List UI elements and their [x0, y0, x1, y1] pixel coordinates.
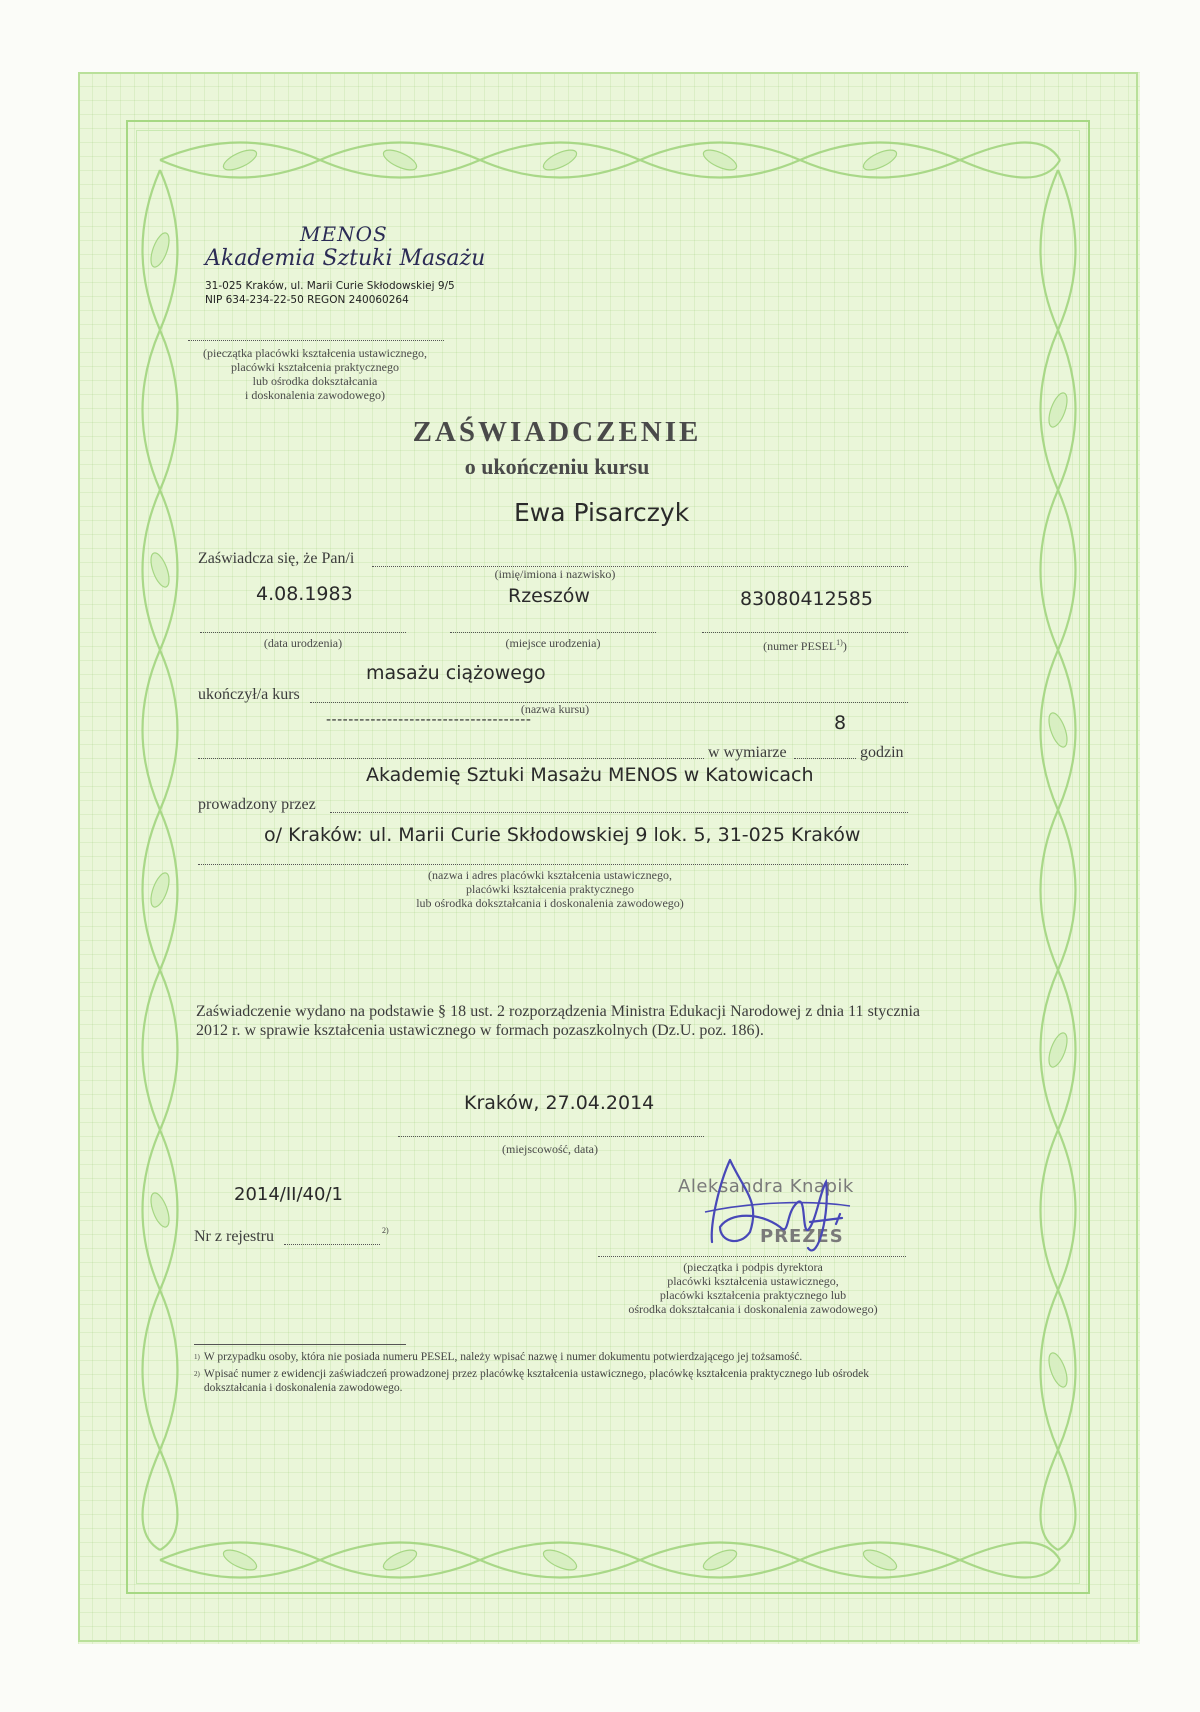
- signature-caption-line: placówki kształcenia praktycznego lub: [659, 1288, 847, 1302]
- person-name: Ewa Pisarczyk: [514, 498, 690, 527]
- logo-text: Akademia Sztuki Masażu: [205, 246, 486, 271]
- course-name: masażu ciążowego: [366, 662, 546, 684]
- birth-date-caption: (data urodzenia): [263, 636, 343, 650]
- signature-caption-line: placówki kształcenia ustawicznego,: [667, 1274, 839, 1288]
- name-caption: (imię/imiona i nazwisko): [494, 567, 616, 581]
- footnote-item: [194, 1350, 924, 1364]
- registry-label: Nr z rejestru: [194, 1228, 274, 1245]
- footnote-text: W przypadku osoby, która nie posiada numeru PESEL, należy wpisać nazwę i numer dokumentu potwierdzającego jej tożsamość.: [203, 1351, 803, 1363]
- footnote-mark: 1): [194, 1353, 200, 1361]
- stamp-caption-line: (pieczątka placówki kształcenia ustawicznego,: [203, 346, 427, 360]
- stamp-caption-line: i doskonalenia zawodowego): [245, 388, 385, 402]
- footnotes: [194, 1350, 924, 1395]
- birth-place-dotted-line: [450, 632, 656, 633]
- name-dotted-line: [372, 566, 908, 567]
- provider-address-dotted-line: [198, 864, 908, 865]
- place-date: Kraków, 27.04.2014: [464, 1092, 655, 1114]
- birth-date-dotted-line: [200, 632, 406, 633]
- provider-address: o/ Kraków: ul. Marii Curie Skłodowskiej 9 lok. 5, 31-025 Kraków: [264, 824, 861, 846]
- birth-place-caption: (miejsce urodzenia): [505, 636, 601, 650]
- signature-caption-line: (pieczątka i podpis dyrektora: [683, 1260, 823, 1274]
- place-date-caption: (miejscowość, data): [502, 1142, 598, 1156]
- document-subtitle: o ukończeniu kursu: [464, 454, 650, 479]
- hours-suffix: godzin: [860, 744, 904, 761]
- stamp-address: 31-025 Kraków, ul. Marii Curie Skłodowskiej 9/5: [205, 280, 455, 292]
- pesel-number: 83080412585: [740, 588, 873, 610]
- handwritten-signature: [690, 1152, 860, 1272]
- stamp-dotted-line: [188, 340, 444, 341]
- hours-prefix: w wymiarze: [708, 744, 787, 761]
- signature-caption: [600, 1260, 906, 1316]
- signature-caption-line: ośrodka dokształcania i doskonalenia zawodowego): [628, 1302, 878, 1316]
- signature-stamp-role: PREZES: [760, 1226, 844, 1247]
- pesel-caption-text: (numer PESEL: [763, 639, 837, 653]
- registry-dotted-line: [284, 1244, 380, 1245]
- stamp-caption-line: lub ośrodka dokształcania: [252, 374, 378, 388]
- footnote-mark: 2): [194, 1370, 200, 1378]
- provider-caption-line: (nazwa i adres placówki kształcenia ustawicznego,: [428, 868, 672, 882]
- provider-caption-line: placówki kształcenia praktycznego: [466, 882, 634, 896]
- signature-stamp-name: Aleksandra Knapik: [678, 1176, 854, 1197]
- stamp-caption: [170, 346, 460, 402]
- course-hours: 8: [834, 712, 847, 734]
- footnote-separator: [194, 1344, 406, 1345]
- place-date-dotted-line: [398, 1136, 704, 1137]
- provider-caption: [380, 868, 720, 910]
- stamp-caption-line: placówki kształcenia praktycznego: [231, 360, 399, 374]
- logo-mark: MENOS: [300, 222, 388, 246]
- birth-date: 4.08.1983: [256, 583, 353, 605]
- registry-footnote-ref: 2): [382, 1226, 389, 1235]
- provider-label: prowadzony przez: [198, 796, 316, 813]
- footnote-item: [194, 1367, 924, 1395]
- pesel-caption: [702, 636, 908, 653]
- pesel-caption-end: ): [842, 639, 847, 653]
- provider-dotted-line: [330, 812, 908, 813]
- course-label: ukończył/a kurs: [198, 686, 300, 703]
- course-extra-dotted-line: [198, 758, 704, 759]
- document-title: ZAŚWIADCZENIE: [412, 416, 702, 448]
- birth-place: Rzeszów: [508, 585, 590, 607]
- pesel-footnote-ref: 1): [836, 638, 843, 647]
- provider-name: Akademię Sztuki Masażu MENOS w Katowicach: [366, 764, 814, 786]
- course-dash-fill: -------------------------------------: [326, 712, 532, 728]
- course-caption: (nazwa kursu): [520, 702, 590, 716]
- footnote-text: Wpisać numer z ewidencji zaświadczeń prowadzonej przez placówkę kształcenia ustawicznego, placówkę kształcenia praktycznego lub ośrodek dokształcania i doskonalenia zawodowego.: [203, 1368, 869, 1394]
- registry-number: 2014/II/40/1: [234, 1184, 343, 1205]
- signature-dotted-line: [598, 1256, 906, 1257]
- legal-basis-text: Zaświadczenie wydano na podstawie § 18 ust. 2 rozporządzenia Ministra Edukacji Narodowej z dnia 11 stycznia 2012 r. w sprawie kształcenia ustawicznego w formach pozaszkolnych (Dz.U. poz. 186).: [196, 1003, 920, 1039]
- hours-dotted-line: [794, 758, 856, 759]
- stamp-ids: NIP 634-234-22-50 REGON 240060264: [205, 294, 409, 306]
- provider-caption-line: lub ośrodka dokształcania i doskonalenia zawodowego): [416, 896, 684, 910]
- intro-label: Zaświadcza się, że Pan/i: [198, 550, 355, 567]
- pesel-dotted-line: [702, 632, 908, 633]
